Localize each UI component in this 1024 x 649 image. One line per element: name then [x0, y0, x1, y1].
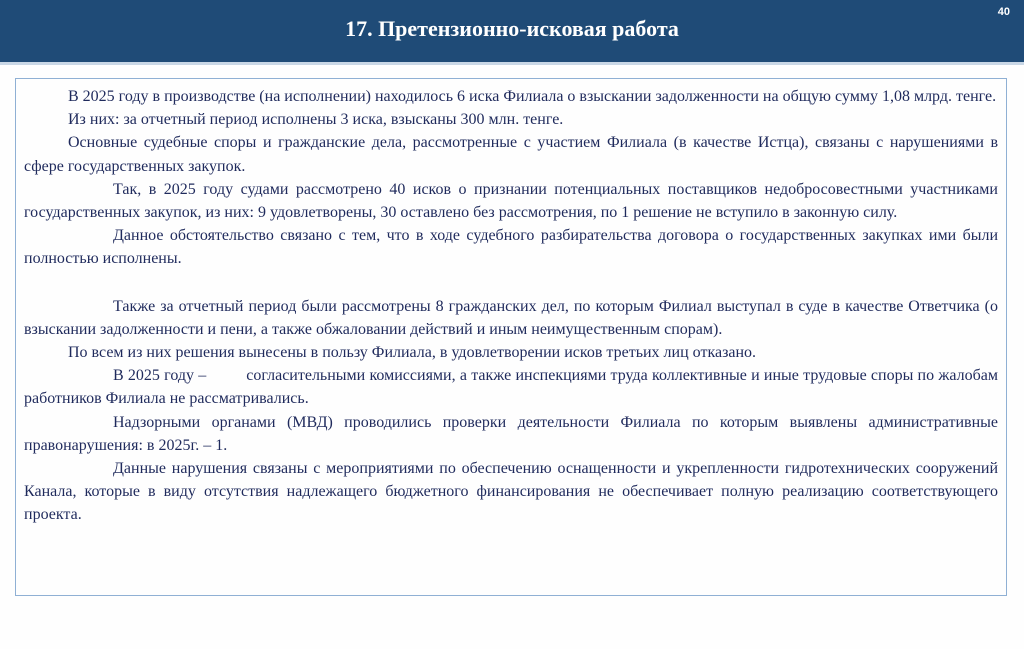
paragraph-circumstance: Данное обстоятельство связано с тем, что в ходе судебного разбирательства договора о государственных закупках ими были полностью исполнены. [24, 227, 998, 268]
paragraph-labor [24, 364, 998, 410]
labor-rest: согласительными комиссиями, а также инспекциями труда коллективные и иные трудовые споры по жалобам работников Филиала не рассматривались. [24, 367, 999, 408]
paragraph-suppliers: Так, в 2025 году судами рассмотрено 40 исков о признании потенциальных поставщиков недобросовестными участниками государственных закупок, из них: 9 удовлетворены, 30 оставлено без рассмотрения, по 1 решение не вступило в законную силу. [24, 180, 998, 222]
page-number: 40 [997, 6, 1010, 18]
paragraph-claims: В 2025 году в производстве (на исполнении) находилось 6 иска Филиала о взыскании задолженности на общую сумму 1,08 млрд. тенге. [68, 88, 997, 105]
paragraph-executed: Из них: за отчетный период исполнены 3 иска, взысканы 300 млн. тенге. [68, 111, 564, 129]
labor-lead: В 2025 году – [113, 367, 207, 385]
paragraph-decisions: По всем из них решения вынесены в пользу Филиала, в удовлетворении исков третьих лиц отказано. [68, 344, 757, 362]
paragraph-defendant: Также за отчетный период были рассмотрены 8 гражданских дел, по которым Филиал выступал в суде в качестве Ответчика (о взыскании задолженности и пени, а также обжаловании действий и иным неимущественным спорам). [24, 297, 998, 338]
paragraph-main-disputes: Основные судебные споры и гражданские дела, рассмотренные с участием Филиала (в качестве Истца), связаны с нарушениями в сфере государственных закупок. [24, 134, 998, 175]
content-box [15, 78, 1007, 596]
spacer [24, 271, 998, 295]
slide-title: 17. Претензионно-исковая работа [345, 16, 679, 41]
paragraph-inspections: Надзорными органами (МВД) проводились проверки деятельности Филиала по которым выявлены административные правонарушения: в 2025г. – 1. [24, 413, 998, 454]
paragraph-violations: Данные нарушения связаны с мероприятиями по обеспечению оснащенности и укрепленности гидротехнических сооружений Канала, которые в виду отсутствия надлежащего бюджетного финансирования не обеспечивает полную реализацию соответствующего проекта. [24, 460, 998, 524]
slide-header [0, 0, 1024, 65]
